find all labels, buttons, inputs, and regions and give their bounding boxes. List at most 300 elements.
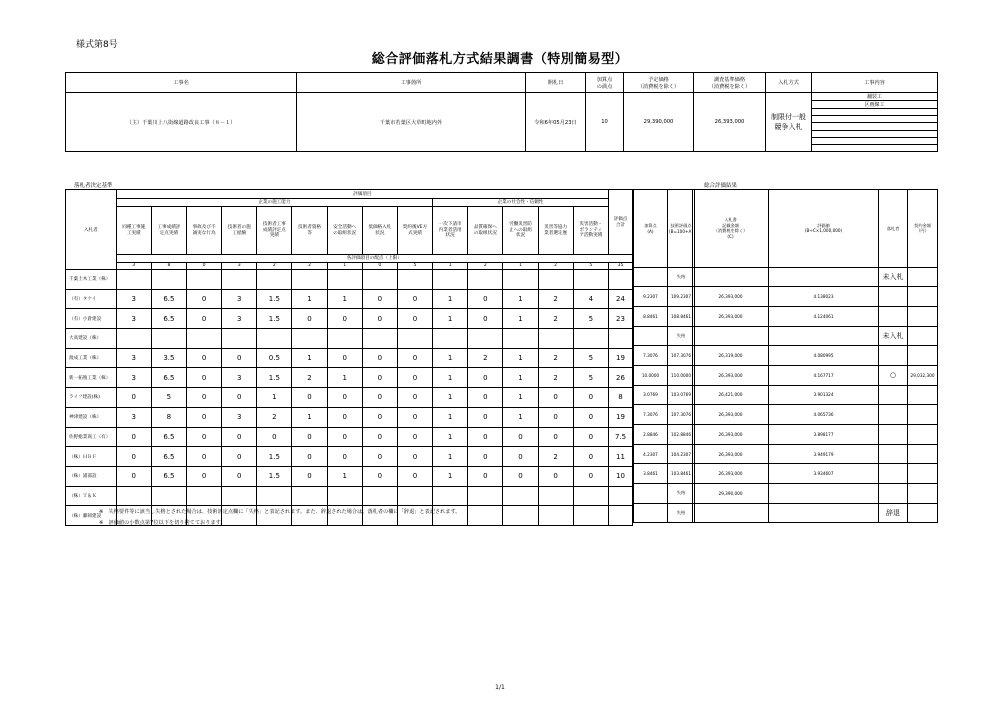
score-total-header: 評価点 合計 [609, 190, 633, 255]
contract-header-method: 入札方式 [766, 73, 812, 93]
contract-amount [908, 267, 938, 287]
add-points: 4.2307 [634, 444, 668, 464]
score-cell: 0 [186, 427, 221, 447]
total-row [693, 464, 938, 484]
construction-content-item [812, 116, 938, 123]
total-row [693, 326, 938, 346]
eval-value: 4.138023 [769, 287, 879, 307]
allocation-value: 3 [222, 262, 257, 270]
total-row [693, 484, 938, 504]
construction-content-item [812, 144, 938, 151]
score-cell [538, 329, 573, 349]
eval-columns-row [66, 207, 633, 255]
add-points-header: 加算点 (A) [634, 190, 668, 268]
score-cell [503, 329, 538, 349]
allocation-value: 0 [362, 262, 397, 270]
bidder-row [66, 309, 633, 329]
survey-base-price: 26,393,000 [694, 93, 766, 152]
total-row [693, 444, 938, 464]
allocation-value: 5 [573, 262, 608, 270]
score-cell [362, 270, 397, 290]
bid-price: 26,393,000 [693, 365, 769, 385]
bid-method: 制限付一般 競争入札 [766, 93, 812, 152]
bid-price: 26,393,000 [693, 444, 769, 464]
score-cell [222, 486, 257, 506]
score-cell [573, 329, 608, 349]
score-cell: 0 [362, 289, 397, 309]
add-points: 3.8461 [634, 464, 668, 484]
score-cell: 1 [503, 348, 538, 368]
score-cell: 0.5 [257, 348, 292, 368]
bid-price: 26,421,000 [693, 385, 769, 405]
bidder-name: 新一拓殖工業（株） [66, 368, 117, 388]
score-cell [327, 486, 362, 506]
mid-row [634, 306, 695, 326]
score-cell: 3 [222, 407, 257, 427]
allocation-value: 1 [327, 262, 362, 270]
score-cell [433, 486, 468, 506]
tech-score: 103.8461 [668, 464, 695, 484]
bidder-row [66, 427, 633, 447]
score-cell: 1 [292, 407, 327, 427]
score-cell: 0 [468, 388, 503, 408]
bid-price: 29,390,000 [693, 484, 769, 504]
allocation-value: 2 [292, 262, 327, 270]
eval-value [769, 484, 879, 504]
add-points [634, 267, 668, 287]
construction-content-item [812, 137, 938, 144]
bid-price-header: 入札書 記載金額 （消費税を除く） (C) [693, 190, 769, 268]
score-cell: 1.5 [257, 309, 292, 329]
score-cell: 3.5 [151, 348, 186, 368]
score-cell: 0 [468, 407, 503, 427]
bidder-name: （株）ＨＲＦ [66, 447, 117, 467]
eval-column-header: 工事成績評 定点実績 [151, 207, 186, 255]
total-header-row [693, 190, 938, 268]
allocation-value: 3 [116, 262, 151, 270]
score-cell [503, 506, 538, 526]
score-total: 19 [609, 348, 633, 368]
add-points: 9.2307 [634, 287, 668, 307]
contract-header-content: 工事内容 [812, 73, 938, 93]
bidder-name: （株）浦部設 [66, 466, 117, 486]
score-cell: 6.5 [151, 309, 186, 329]
total-row [693, 306, 938, 326]
bidder-row [66, 407, 633, 427]
score-cell: 0 [292, 309, 327, 329]
score-cell: 1 [433, 348, 468, 368]
contract-amount: 29,032,300 [908, 365, 938, 385]
score-cell: 0 [116, 447, 151, 467]
score-cell: 0 [397, 447, 432, 467]
score-cell: 0 [397, 289, 432, 309]
score-cell: 0 [362, 466, 397, 486]
score-total [609, 270, 633, 290]
bid-price: 26,393,000 [693, 287, 769, 307]
score-cell: 0 [397, 368, 432, 388]
score-cell: 0 [397, 466, 432, 486]
bid-price: 26,393,000 [693, 405, 769, 425]
bidder-row [66, 289, 633, 309]
score-cell [433, 329, 468, 349]
bidder-row [66, 486, 633, 506]
score-cell: 5 [573, 309, 608, 329]
score-cell: 3 [222, 309, 257, 329]
mid-row [634, 484, 695, 504]
tech-score: 失格 [668, 484, 695, 504]
bid-price: 26,393,000 [693, 464, 769, 484]
eval-value [769, 503, 879, 523]
score-cell [538, 270, 573, 290]
bidder-name: （株）Ｔ＆Ｋ [66, 486, 117, 506]
total-row [693, 287, 938, 307]
score-cell: 0 [538, 407, 573, 427]
allocation-row [66, 262, 633, 270]
bidder-row [66, 368, 633, 388]
score-cell: 3 [116, 309, 151, 329]
bid-price [693, 267, 769, 287]
score-cell: 1 [327, 466, 362, 486]
score-cell [151, 270, 186, 290]
mid-columns-table [633, 189, 695, 523]
contract-content-row [66, 93, 938, 101]
score-cell: 0 [327, 407, 362, 427]
score-cell: 3 [222, 368, 257, 388]
score-cell: 3 [116, 289, 151, 309]
score-cell: 5 [573, 348, 608, 368]
score-cell: 1.5 [257, 447, 292, 467]
winner-status: 未入札 [879, 267, 908, 287]
score-cell [397, 486, 432, 506]
eval-column-header: 事故及び不 誠実な行為 [186, 207, 221, 255]
score-cell [468, 329, 503, 349]
bidder-name: 渡成工業（株） [66, 348, 117, 368]
score-cell: 1 [503, 289, 538, 309]
score-cell: 3 [116, 407, 151, 427]
score-cell: 2 [468, 348, 503, 368]
score-cell [503, 270, 538, 290]
winner-status [879, 464, 908, 484]
winner-status: 未入札 [879, 326, 908, 346]
planned-price: 29,390,000 [624, 93, 694, 152]
score-cell: 0 [397, 309, 432, 329]
score-total: 24 [609, 289, 633, 309]
score-cell: 0 [538, 388, 573, 408]
score-cell: 0 [186, 388, 221, 408]
construction-content-item: 舗装工 [812, 93, 938, 101]
score-cell: 0 [257, 427, 292, 447]
score-cell: 1.5 [257, 289, 292, 309]
score-cell: 1 [433, 427, 468, 447]
mid-header-row [634, 190, 695, 268]
evaluation-table [65, 189, 633, 526]
score-cell: 0 [397, 388, 432, 408]
max-add-points: 10 [586, 93, 624, 152]
bidder-row [66, 270, 633, 290]
eval-column-header: 災害活動・ ボランティ ア活動実績 [573, 207, 608, 255]
score-cell: 0 [327, 447, 362, 467]
score-cell: 0 [186, 407, 221, 427]
score-cell [362, 486, 397, 506]
score-cell [327, 270, 362, 290]
total-row [693, 267, 938, 287]
contract-amount [908, 346, 938, 366]
score-cell [257, 329, 292, 349]
bidder-name: （株）藤岡建設 [66, 506, 117, 526]
eval-column-header: 品質確保へ の取組状況 [468, 207, 503, 255]
eval-value: 3.934607 [769, 464, 879, 484]
bidder-row [66, 466, 633, 486]
score-cell: 1 [257, 388, 292, 408]
eval-column-header: 技術者工事 成績評定点 実績 [257, 207, 292, 255]
tech-score: 109.2307 [668, 287, 695, 307]
score-cell: 1 [503, 407, 538, 427]
tech-score: 失格 [668, 503, 695, 523]
tech-score-header: 技術評価点 (B=100+A) [668, 190, 695, 268]
winner-status [879, 306, 908, 326]
score-cell: 6.5 [151, 466, 186, 486]
score-cell: 0 [186, 309, 221, 329]
score-cell: 0 [362, 427, 397, 447]
bidder-name: （有）小倉建設 [66, 309, 117, 329]
score-cell: 0 [327, 388, 362, 408]
score-total: 11 [609, 447, 633, 467]
score-total: 26 [609, 368, 633, 388]
winner-status [879, 484, 908, 504]
winner-status [879, 346, 908, 366]
score-cell [573, 270, 608, 290]
mid-row [634, 503, 695, 523]
add-points: 7.3076 [634, 346, 668, 366]
allocation-value: 2 [468, 262, 503, 270]
contract-header-row [66, 73, 938, 93]
score-cell [538, 486, 573, 506]
score-cell [257, 270, 292, 290]
score-cell: 0 [222, 447, 257, 467]
score-cell: 1 [327, 289, 362, 309]
eval-value [769, 326, 879, 346]
eval-criteria-label: 落札者決定基準 [74, 183, 113, 189]
bidder-name: 大高建設（株） [66, 329, 117, 349]
score-cell: 0 [327, 309, 362, 329]
contract-amount [908, 444, 938, 464]
score-cell: 6.5 [151, 427, 186, 447]
eval-value: 3.949179 [769, 444, 879, 464]
score-cell: 0 [468, 447, 503, 467]
form-number: 様式第8号 [76, 40, 118, 50]
construction-name: （主）千葉川上八街線道路改良工事（８－１） [66, 93, 297, 152]
construction-content-item [812, 123, 938, 130]
contract-info-table [65, 72, 938, 152]
winner-header: 落札者 [879, 190, 908, 268]
score-cell: 0 [186, 289, 221, 309]
eval-value: 3.898177 [769, 425, 879, 445]
score-cell: 0 [222, 348, 257, 368]
contract-amount [908, 503, 938, 523]
score-cell [397, 270, 432, 290]
score-cell: 5 [151, 388, 186, 408]
score-cell: 2 [538, 447, 573, 467]
score-cell [503, 486, 538, 506]
mid-row [634, 267, 695, 287]
score-cell [186, 329, 221, 349]
score-cell: 0 [362, 407, 397, 427]
score-cell: 0 [503, 427, 538, 447]
mid-row [634, 346, 695, 366]
score-cell: 8 [151, 407, 186, 427]
total-row [693, 365, 938, 385]
bid-price: 26,393,000 [693, 306, 769, 326]
score-total [609, 506, 633, 526]
mid-row [634, 385, 695, 405]
bidder-row [66, 348, 633, 368]
winner-status [879, 425, 908, 445]
score-cell [292, 329, 327, 349]
score-cell: 1 [433, 466, 468, 486]
bid-price: 26,319,000 [693, 346, 769, 366]
score-cell: 0 [362, 447, 397, 467]
score-cell: 0 [468, 289, 503, 309]
score-cell: 1 [433, 289, 468, 309]
eval-value [769, 267, 879, 287]
allocation-value: 1 [433, 262, 468, 270]
contract-amount [908, 287, 938, 307]
contract-amount [908, 484, 938, 504]
score-cell: 0 [468, 466, 503, 486]
bid-price: 26,393,000 [693, 425, 769, 445]
score-cell: 3 [222, 289, 257, 309]
eval-value: 4.124061 [769, 306, 879, 326]
allocation-value: 35 [609, 262, 633, 270]
score-cell: 0 [397, 427, 432, 447]
eval-value: 3.901324 [769, 385, 879, 405]
total-row [693, 503, 938, 523]
score-cell: 0 [327, 427, 362, 447]
bidder-name: 千葉土木工業（株） [66, 270, 117, 290]
score-cell: 1 [433, 368, 468, 388]
bidder-name: 神津建設（株） [66, 407, 117, 427]
contract-header-location: 工事箇所 [297, 73, 526, 93]
winner-status [879, 287, 908, 307]
mid-row [634, 425, 695, 445]
tech-score: 107.3076 [668, 405, 695, 425]
score-cell: 0 [397, 348, 432, 368]
score-cell: 0 [116, 388, 151, 408]
contract-header-name: 工事名 [66, 73, 297, 93]
eval-value: 4.065736 [769, 405, 879, 425]
score-cell: 0 [397, 407, 432, 427]
note-rounding: ※ 評価値の小数点第7位以下を切り捨てております。 [99, 520, 226, 526]
score-cell [573, 486, 608, 506]
contract-amount-header: 契約金額 （円） [908, 190, 938, 268]
mid-row [634, 287, 695, 307]
score-cell [222, 329, 257, 349]
eval-column-header: 低価格入札 状況 [362, 207, 397, 255]
construction-content-item: 区画線工 [812, 101, 938, 109]
score-cell: 1 [433, 309, 468, 329]
score-cell: 0 [573, 466, 608, 486]
mid-row [634, 464, 695, 484]
tech-score: 108.8461 [668, 306, 695, 326]
contract-amount [908, 306, 938, 326]
contract-amount [908, 405, 938, 425]
score-cell: 0 [186, 368, 221, 388]
score-cell [222, 270, 257, 290]
score-total: 19 [609, 407, 633, 427]
score-cell: 1 [503, 368, 538, 388]
add-points: 8.8461 [634, 306, 668, 326]
eval-value: 4.080995 [769, 346, 879, 366]
add-points: 3.0769 [634, 385, 668, 405]
score-cell: 0 [362, 388, 397, 408]
eval-group-row [66, 198, 633, 207]
eval-column-header: 安全活動へ の取組状況 [327, 207, 362, 255]
score-cell: 1 [327, 368, 362, 388]
score-cell: 3 [116, 348, 151, 368]
group-social-reliability: 企業の社会性・信頼性 [433, 198, 609, 207]
eval-column-header: 技術者の施 工経験 [222, 207, 257, 255]
score-cell [538, 506, 573, 526]
contract-amount [908, 464, 938, 484]
score-cell: 1 [292, 289, 327, 309]
score-total [609, 486, 633, 506]
add-points: 7.3076 [634, 405, 668, 425]
bidder-name: 佐野総業商工（有） [66, 427, 117, 447]
allocation-label-row [66, 255, 633, 263]
score-cell: 2 [257, 407, 292, 427]
contract-header-open-date: 開札日 [526, 73, 586, 93]
construction-content-item [812, 109, 938, 116]
mid-row [634, 365, 695, 385]
total-row [693, 425, 938, 445]
eval-column-header: 技術者資格 等 [292, 207, 327, 255]
score-cell: 1.5 [257, 368, 292, 388]
allocation-value: 2 [257, 262, 292, 270]
eval-header-row [66, 190, 633, 199]
bid-price [693, 326, 769, 346]
eval-column-header: 災害等協力 業者選定歴 [538, 207, 573, 255]
score-cell: 2 [538, 348, 573, 368]
score-cell: 1 [433, 407, 468, 427]
score-cell: 0 [222, 427, 257, 447]
bidder-header: 入札者 [66, 190, 117, 270]
score-cell: 5 [573, 368, 608, 388]
score-cell: 1 [433, 447, 468, 467]
mid-row [634, 405, 695, 425]
tech-score: 107.3076 [668, 346, 695, 366]
score-cell: 0 [573, 427, 608, 447]
total-row [693, 385, 938, 405]
allocation-label: 各評価項目の配点（上限） [116, 255, 632, 263]
open-date: 令和6年05月23日 [526, 93, 586, 152]
tech-score: 失格 [668, 267, 695, 287]
construction-location: 千葉市若葉区大草町地内外 [297, 93, 526, 152]
score-total: 10 [609, 466, 633, 486]
score-cell [362, 329, 397, 349]
score-cell: 0 [468, 427, 503, 447]
winner-status [879, 385, 908, 405]
score-cell [151, 486, 186, 506]
bidder-name: ライフ建設(株) [66, 388, 117, 408]
score-cell [292, 486, 327, 506]
eval-column-header: 契約後VE方 式実績 [397, 207, 432, 255]
allocation-value: 1 [503, 262, 538, 270]
contract-header-max-add: 加算点 の満点 [586, 73, 624, 93]
score-cell: 6.5 [151, 447, 186, 467]
eval-column-header: 同種工事施 工実績 [116, 207, 151, 255]
contract-amount [908, 425, 938, 445]
add-points [634, 326, 668, 346]
